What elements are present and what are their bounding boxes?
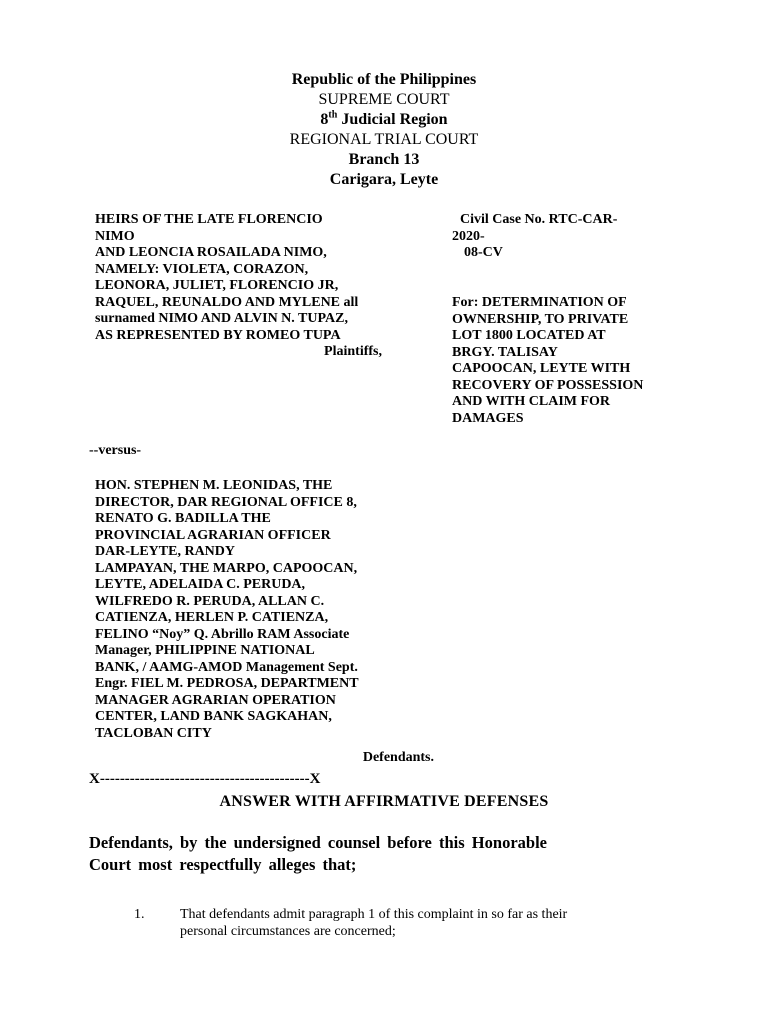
- plaintiffs-line: RAQUEL, REUNALDO AND MYLENE all: [95, 294, 359, 310]
- intro-line: Court most respectfully alleges that;: [89, 855, 357, 874]
- case-nature-line: DAMAGES: [452, 410, 524, 426]
- heading-region-text: Judicial Region: [337, 111, 448, 128]
- plaintiffs-block: [95, 212, 434, 361]
- case-number-line: 2020-: [452, 228, 485, 244]
- plaintiffs-line: NIMO: [95, 228, 135, 244]
- defendants-line: DAR-LEYTE, RANDY: [95, 544, 236, 559]
- versus-label: --versus-: [89, 443, 142, 458]
- defendants-line: HON. STEPHEN M. LEONIDAS, THE: [95, 478, 333, 493]
- item-line: personal circumstances are concerned;: [180, 924, 396, 939]
- defendants-line: MANAGER AGRARIAN OPERATION: [95, 692, 336, 708]
- case-nature-line: For: DETERMINATION OF: [452, 295, 627, 310]
- item-line: That defendants admit paragraph 1 of this complaint in so far as their: [180, 907, 568, 922]
- defendants-block: [95, 478, 434, 767]
- defendants-line: CENTER, LAND BANK SAGKAHAN,: [95, 709, 332, 724]
- plaintiffs-label: Plaintiffs,: [324, 344, 382, 359]
- defendants-line: FELINO “Noy” Q. Abrillo RAM Associate: [95, 626, 350, 642]
- document-title: ANSWER WITH AFFIRMATIVE DEFENSES: [219, 793, 549, 810]
- plaintiffs-line: AS REPRESENTED BY ROMEO TUPA: [95, 327, 341, 343]
- heading-judicial-region: [0, 110, 768, 130]
- case-nature-line: LOT 1800 LOCATED AT: [452, 328, 606, 343]
- defendants-line: Engr. FIEL M. PEDROSA, DEPARTMENT: [95, 676, 359, 691]
- defendants-line: DIRECTOR, DAR REGIONAL OFFICE 8,: [95, 494, 357, 510]
- intro-paragraph: [89, 832, 706, 876]
- case-nature-line: OWNERSHIP, TO PRIVATE: [452, 311, 629, 327]
- case-nature-line: BRGY. TALISAY: [452, 344, 558, 360]
- court-heading: [0, 70, 768, 190]
- case-number-line: Civil Case No. RTC-CAR-: [460, 212, 618, 227]
- heading-location: Carigara, Leyte: [329, 171, 439, 188]
- caption-divider: X------------------------------------------X: [89, 771, 321, 787]
- item-text: [180, 906, 706, 940]
- heading-region-suffix: th: [328, 109, 338, 121]
- heading-regional-trial-court: REGIONAL TRIAL COURT: [289, 131, 479, 148]
- defendants-line: WILFREDO R. PERUDA, ALLAN C.: [95, 593, 325, 609]
- defendants-label: Defendants.: [362, 750, 434, 765]
- case-number-line: 08-CV: [464, 245, 503, 260]
- plaintiffs-line: NAMELY: VIOLETA, CORAZON,: [95, 261, 309, 277]
- heading-supreme-court: SUPREME COURT: [318, 91, 450, 108]
- defendants-line: LEYTE, ADELAIDA C. PERUDA,: [95, 577, 306, 592]
- item-number: 1.: [134, 907, 145, 922]
- case-number-block: [452, 212, 699, 262]
- plaintiffs-line: AND LEONCIA ROSAILADA NIMO,: [95, 245, 327, 260]
- heading-republic: Republic of the Philippines: [291, 71, 477, 88]
- defendants-line: CATIENZA, HERLEN P. CATIENZA,: [95, 610, 329, 625]
- defendants-line: Manager, PHILIPPINE NATIONAL: [95, 643, 315, 658]
- plaintiffs-line: LEONORA, JULIET, FLORENCIO JR,: [95, 278, 339, 293]
- intro-line: Defendants, by the undersigned counsel before this Honorable: [89, 833, 547, 852]
- defendants-line: BANK, / AAMG-AMOD Management Sept.: [95, 659, 358, 675]
- plaintiffs-line: HEIRS OF THE LATE FLORENCIO: [95, 212, 323, 227]
- defendants-line: LAMPAYAN, THE MARPO, CAPOOCAN,: [95, 560, 358, 576]
- heading-branch: Branch 13: [348, 151, 420, 168]
- case-nature-line: AND WITH CLAIM FOR: [452, 394, 611, 409]
- case-nature-line: CAPOOCAN, LEYTE WITH: [452, 361, 631, 376]
- case-nature-line: RECOVERY OF POSSESSION: [452, 377, 644, 393]
- heading-region-number: 8: [320, 111, 329, 128]
- case-nature-block: [452, 295, 699, 427]
- plaintiffs-line: surnamed NIMO AND ALVIN N. TUPAZ,: [95, 311, 348, 326]
- defendants-line: RENATO G. BADILLA THE: [95, 511, 271, 526]
- defendants-line: PROVINCIAL AGRARIAN OFFICER: [95, 527, 331, 543]
- defendants-line: TACLOBAN CITY: [95, 725, 212, 741]
